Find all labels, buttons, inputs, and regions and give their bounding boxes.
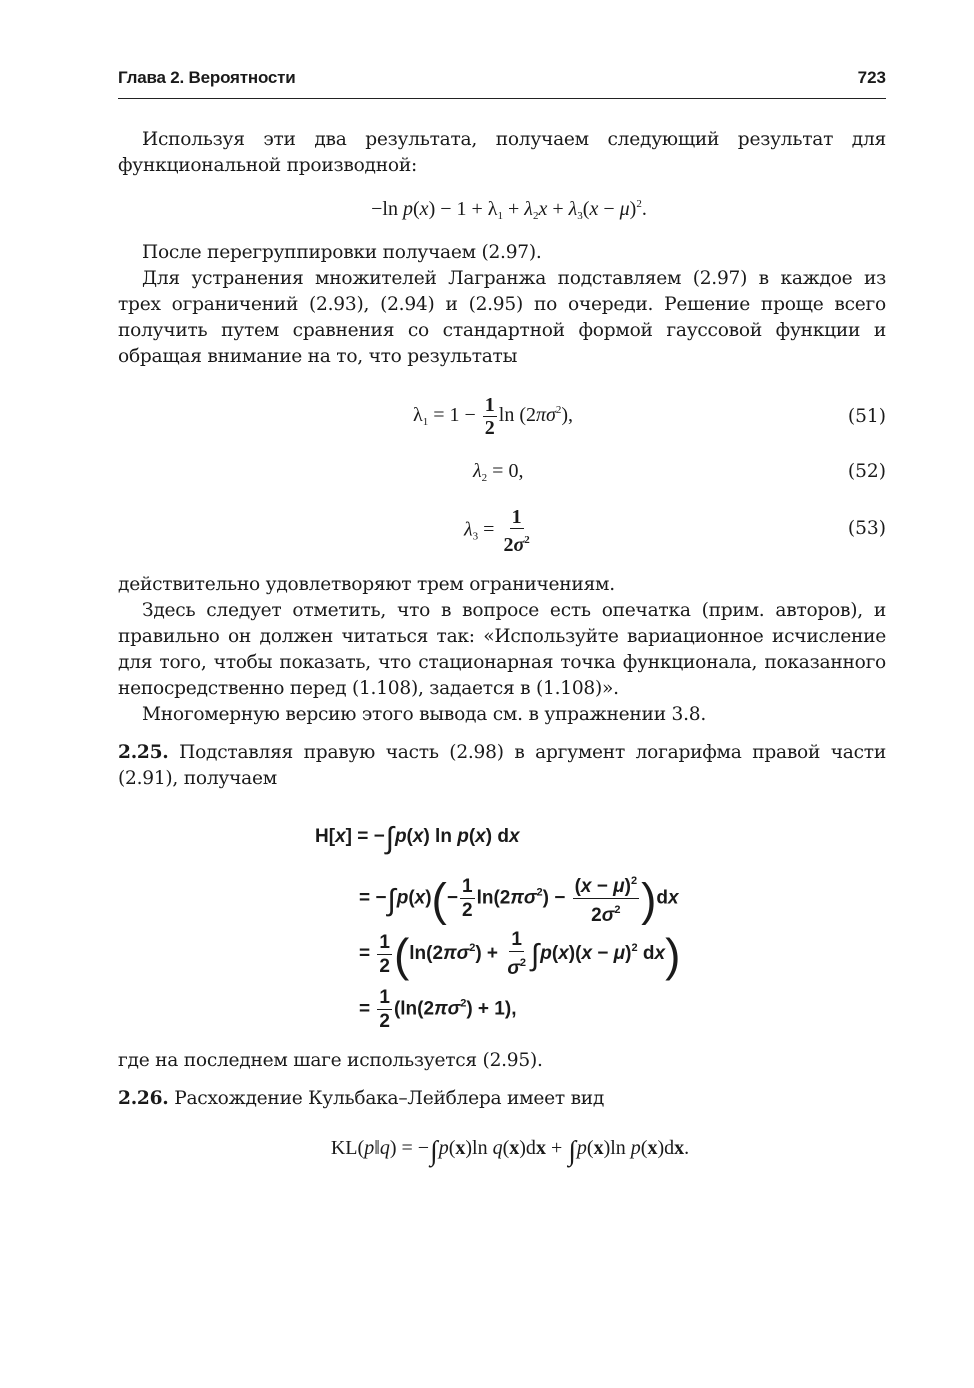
equation-52: $\lambda_2 = 0$, (52)	[473, 460, 886, 484]
functional-derivative-equation: −ln $p(x) - 1 + \lambda_1 + \lambda_2x + \lambda_3(x - \mu)^2$.	[371, 198, 647, 222]
text-block-2	[118, 240, 886, 370]
paragraph: Для устранения множителей Лагранжа подставляем (2.97) в каждое из трех ограничений (2.93), (2.94) и (2.95) по очереди. Решение проще всего получить путем сравнения со стандартной формой гауссовой функции и обращая внимание на то, что результаты	[118, 268, 886, 367]
paragraph: действительно удовлетворяют трем ограничениям.	[118, 574, 615, 595]
paragraph: Многомерную версию этого вывода см. в упражнении 3.8.	[142, 704, 706, 725]
exercise-number: 2.26.	[118, 1088, 169, 1109]
exercise-text: Расхождение Кульбака–Лейблера имеет вид	[174, 1088, 605, 1109]
paragraph: Используя эти два результата, получаем следующий результат для функциональной производной:	[118, 129, 886, 176]
exercise-2-25	[118, 740, 886, 792]
kl-divergence-equation: KL(p‖q) = −∫p(x)ln q(x)dx + ∫p(x)ln p(x)dx.	[330, 1136, 690, 1167]
chapter-title: Глава 2. Вероятности	[118, 68, 296, 87]
text-block-4	[118, 1048, 886, 1112]
equation-number: (51)	[847, 406, 886, 427]
equation-number: (52)	[847, 461, 886, 482]
exercise-number: 2.25.	[118, 742, 169, 763]
paragraph: где на последнем шаге используется (2.95).	[118, 1050, 543, 1071]
paragraph: После перегруппировки получаем (2.97).	[142, 242, 542, 263]
equation-53: $\lambda_3$ = $\frac{1}{2\sigma^2}$ (53)	[464, 506, 886, 556]
equation-number: (53)	[847, 518, 886, 539]
exercise-2-26	[118, 1086, 886, 1112]
text-block-3	[118, 572, 886, 792]
running-header	[118, 66, 886, 99]
page-number: 723	[857, 68, 886, 87]
text-block-1	[118, 127, 886, 179]
entropy-derivation: H[x] = −∫p(x) ln p(x) dx = −∫p(x)(− $\frac{1}{2}$ $\ln(2\pi\sigma^2)$ − $\frac{(x - \mu)^2}{2\sigma^2}$ )dx = $\frac{1}{2}$ ($\ln(2\pi\sigma^2)$ + $\frac{1}{\sigma^2}$ $\int p(x)(x - \mu)^2$ dx) = $\frac{1}{2}$ $(\ln(2\pi\sigma^2) + 1)$,	[315, 822, 681, 1032]
equation-51: $\lambda_1 = 1$ − $\frac{1}{2}$ $\ln (2\pi\sigma^2)$, (51)	[413, 394, 886, 439]
exercise-text: Подставляя правую часть (2.98) в аргумент логарифма правой части (2.91), получаем	[118, 742, 886, 789]
paragraph: Здесь следует отметить, что в вопросе есть опечатка (прим. авторов), и правильно он должен читаться так: «Используйте вариационное исчисление для того, чтобы показать, что стационарная точка функционала, показанного непосредственно перед (1.108), задается в (1.108)».	[118, 600, 886, 699]
